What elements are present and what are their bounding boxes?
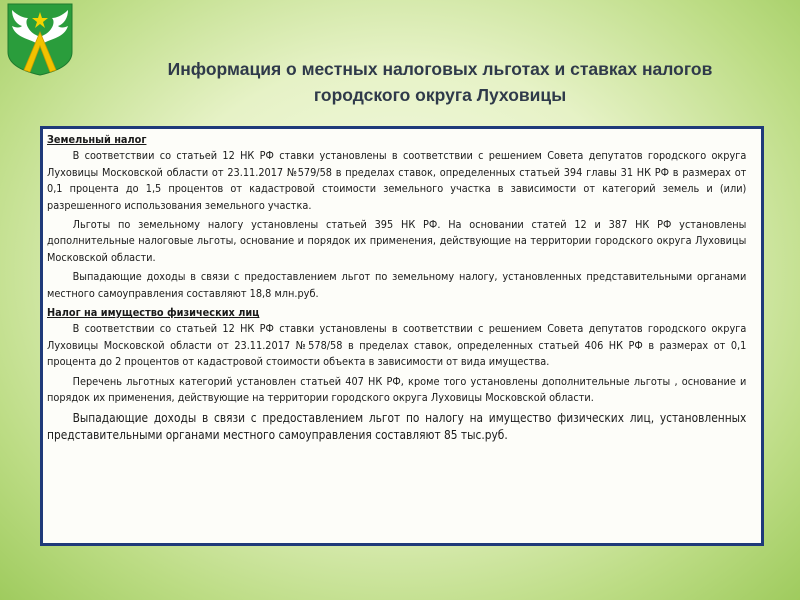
content-panel: [40, 126, 764, 546]
page-title: [90, 56, 790, 108]
section-heading-property-tax: Налог на имущество физических лиц: [47, 306, 260, 320]
land-tax-paragraph-revenue: Выпадающие доходы в связи с предоставлением льгот по земельному налогу, установленных представительными органами местного самоуправления составляют 18,8 млн.руб.: [47, 270, 747, 300]
document-text: [47, 132, 746, 444]
title-line-1: Информация о местных налоговых льготах и ставках налогов: [167, 59, 713, 79]
land-tax-paragraph-rates: В соответствии со статьей 12 НК РФ ставки установлены в соответствии с решением Совета депутатов городского округа Луховицы Московской области от 23.11.2017 №579/58 в пределах ставок, определенных статьей 394 главы 31 НК РФ в размерах от 0,1 процента до 1,5 процентов от кадастровой стоимости земельного участка в зависимости от категорий земель и (или) разрешенного использования земельного участка.: [47, 149, 747, 212]
title-line-2: городского округа Луховицы: [313, 85, 567, 105]
property-tax-paragraph-rates: В соответствии со статьей 12 НК РФ ставки установлены в соответствии с решением Совета депутатов городского округа Луховицы Московской области от 23.11.2017 №578/58 в пределах ставок, определенных статьей 406 НК РФ в размерах от 0,1 процента до 2 процентов от кадастровой стоимости объекта в зависимости от вида имущества.: [47, 322, 747, 369]
coat-of-arms-icon: [4, 2, 76, 76]
property-tax-paragraph-revenue: Выпадающие доходы в связи с предоставлением льгот по налогу на имущество физических лиц, установленных представительными органами местного самоуправления составляют 85 тыс.руб.: [47, 410, 747, 442]
section-heading-land-tax: Земельный налог: [47, 133, 147, 146]
land-tax-paragraph-benefits: Льготы по земельному налогу установлены статьей 395 НК РФ. На основании статей 12 и 387 НК РФ установлены дополнительные налоговые льготы, основание и порядок их применения, действующие на территории городского округа Луховицы Московской области.: [47, 218, 747, 264]
property-tax-paragraph-benefits: Перечень льготных категорий установлен статьей 407 НК РФ, кроме того установлены дополнительные льготы , основание и порядок их применения, действующие на территории городского округа Луховицы Московской области.: [47, 374, 747, 405]
